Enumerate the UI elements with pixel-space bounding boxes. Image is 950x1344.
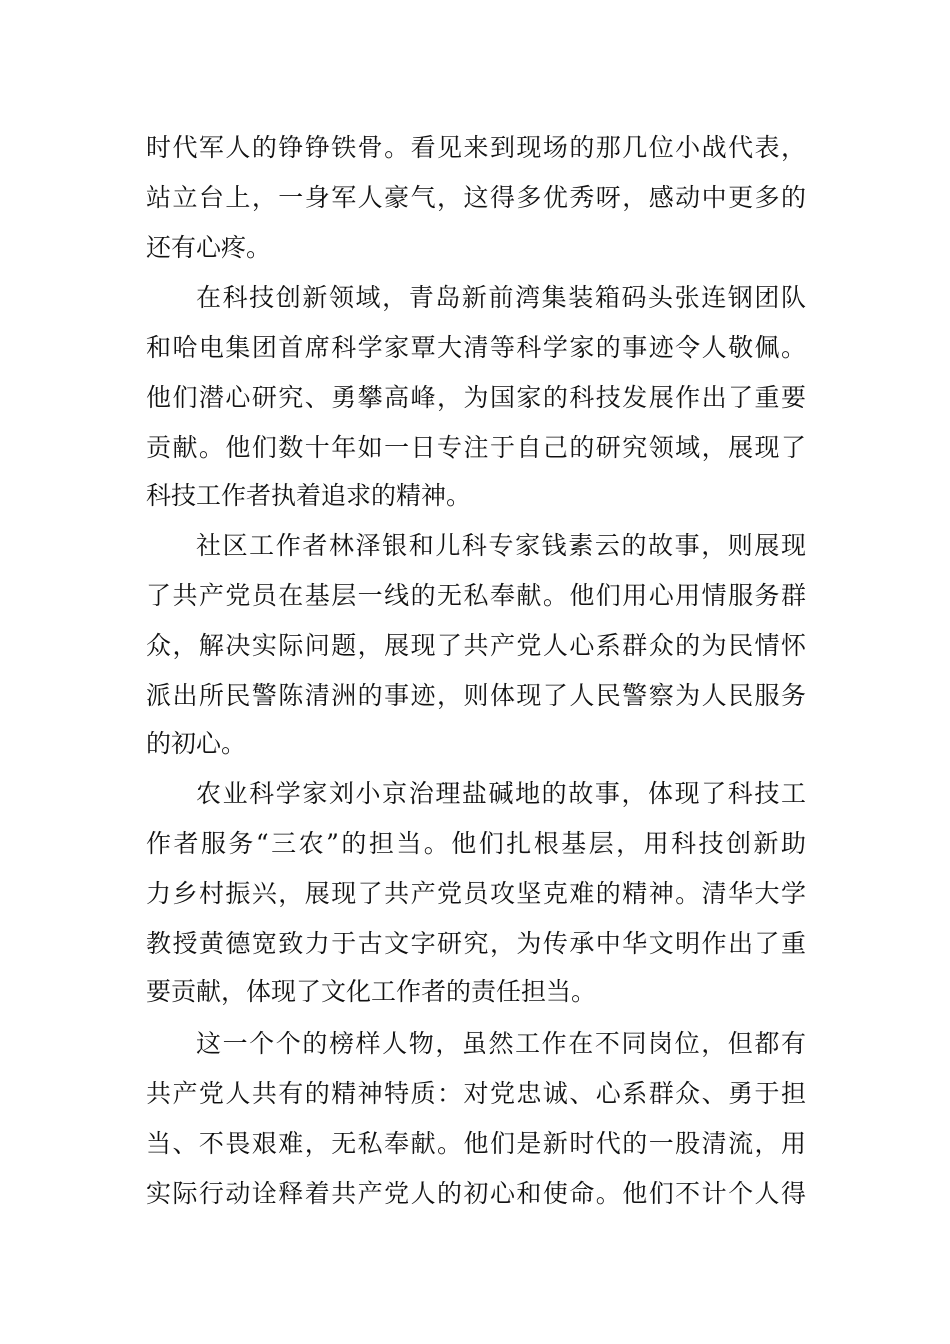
text-line: 和哈电集团首席科学家覃大清等科学家的事迹令人敬佩。: [146, 333, 806, 362]
text-line: 实际行动诠释着共产党人的初心和使命。他们不计个人得: [146, 1179, 806, 1208]
text-line: 共产党人共有的精神特质：对党忠诚、心系群众、勇于担: [146, 1079, 806, 1108]
text-line: 派出所民警陈清洲的事迹，则体现了人民警察为人民服务: [146, 681, 806, 710]
text-line: 众，解决实际问题，展现了共产党人心系群众的为民情怀: [146, 631, 806, 660]
paragraph-first-line: 社区工作者林泽银和儿科专家钱素云的故事，则展现: [196, 531, 806, 560]
paragraph-first-line: 农业科学家刘小京治理盐碱地的故事，体现了科技工: [196, 779, 806, 808]
text-line: 当、不畏艰难，无私奉献。他们是新时代的一股清流，用: [146, 1129, 806, 1158]
text-line: 的初心。: [146, 729, 247, 758]
text-line: 时代军人的铮铮铁骨。看见来到现场的那几位小战代表，: [146, 133, 806, 162]
text-line: 站立台上，一身军人豪气，这得多优秀呀，感动中更多的: [146, 183, 806, 212]
text-line: 了共产党员在基层一线的无私奉献。他们用心用情服务群: [146, 581, 806, 610]
text-line: 教授黄德宽致力于古文字研究，为传承中华文明作出了重: [146, 929, 806, 958]
text-line: 贡献。他们数十年如一日专注于自己的研究领域，展现了: [146, 433, 806, 462]
text-line: 他们潜心研究、勇攀高峰，为国家的科技发展作出了重要: [146, 383, 806, 412]
paragraph-first-line: 在科技创新领域，青岛新前湾集装箱码头张连钢团队: [196, 283, 806, 312]
text-line: 作者服务“三农”的担当。他们扎根基层，用科技创新助: [146, 829, 806, 858]
text-line: 要贡献，体现了文化工作者的责任担当。: [146, 977, 597, 1006]
text-line: 科技工作者执着追求的精神。: [146, 481, 472, 510]
text-line: 还有心疼。: [146, 233, 272, 262]
text-line: 力乡村振兴，展现了共产党员攻坚克难的精神。清华大学: [146, 879, 806, 908]
paragraph-first-line: 这一个个的榜样人物，虽然工作在不同岗位，但都有: [196, 1029, 806, 1058]
